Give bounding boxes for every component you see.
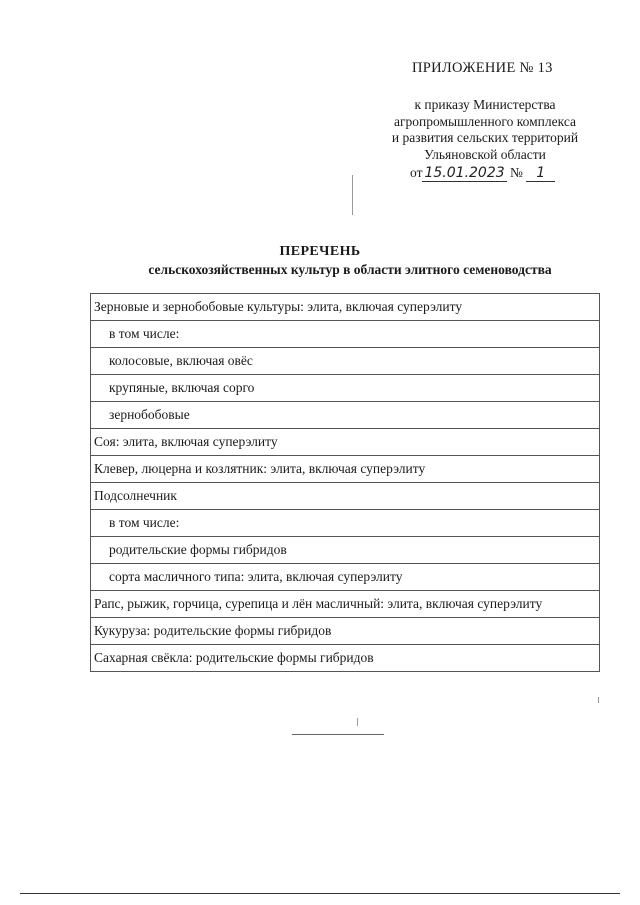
divider [292,734,384,735]
table-cell: зернобобовые [91,402,600,429]
table-row [91,375,600,402]
document-subtitle: сельскохозяйственных культур в области элитного семеноводства [148,262,552,277]
crops-table [90,293,600,672]
table-cell: Зерновые и зернобобовые культуры: элита, включая суперэлиту [91,294,600,321]
table-row [91,429,600,456]
order-date-line [410,165,555,181]
number-prefix: № [510,165,523,180]
table-row [91,294,600,321]
table-row [91,510,600,537]
order-reference [380,97,590,163]
table-row [91,618,600,645]
table-cell: родительские формы гибридов [91,537,600,564]
appendix-title: ПРИЛОЖЕНИЕ № 13 [412,60,553,76]
scan-artifact [598,697,599,703]
order-line: и развития сельских территорий [391,130,579,145]
table-row [91,483,600,510]
table-row [91,537,600,564]
table-row [91,591,600,618]
table-row [91,348,600,375]
scan-artifact [357,718,358,726]
table-cell: крупяные, включая сорго [91,375,600,402]
table-row [91,564,600,591]
table-row [91,321,600,348]
table-cell: Кукуруза: родительские формы гибридов [91,618,600,645]
table-cell: Сахарная свёкла: родительские формы гибридов [91,645,600,672]
order-date: 15.01.2023 [424,165,505,181]
table-cell: в том числе: [91,510,600,537]
table-cell: Рапс, рыжик, горчица, сурепица и лён масличный: элита, включая суперэлиту [91,591,600,618]
table-cell: колосовые, включая овёс [91,348,600,375]
divider [20,893,620,894]
table-cell: Клевер, люцерна и козлятник: элита, включая суперэлиту [91,456,600,483]
order-number: 1 [526,165,555,182]
table-cell: Подсолнечник [91,483,600,510]
table-row [91,402,600,429]
scan-artifact [352,175,353,215]
table-row [91,645,600,672]
order-line: агропромышленного комплекса [394,113,576,129]
order-line: Ульяновской области [424,146,546,162]
order-line: к приказу Министерства [414,97,556,112]
document-title: ПЕРЕЧЕНЬ [279,244,361,259]
table-cell: Соя: элита, включая суперэлиту [91,429,600,456]
table-row [91,456,600,483]
date-prefix: от [410,165,423,180]
table-cell: в том числе: [91,321,600,348]
table-cell: сорта масличного типа: элита, включая суперэлиту [91,564,600,591]
